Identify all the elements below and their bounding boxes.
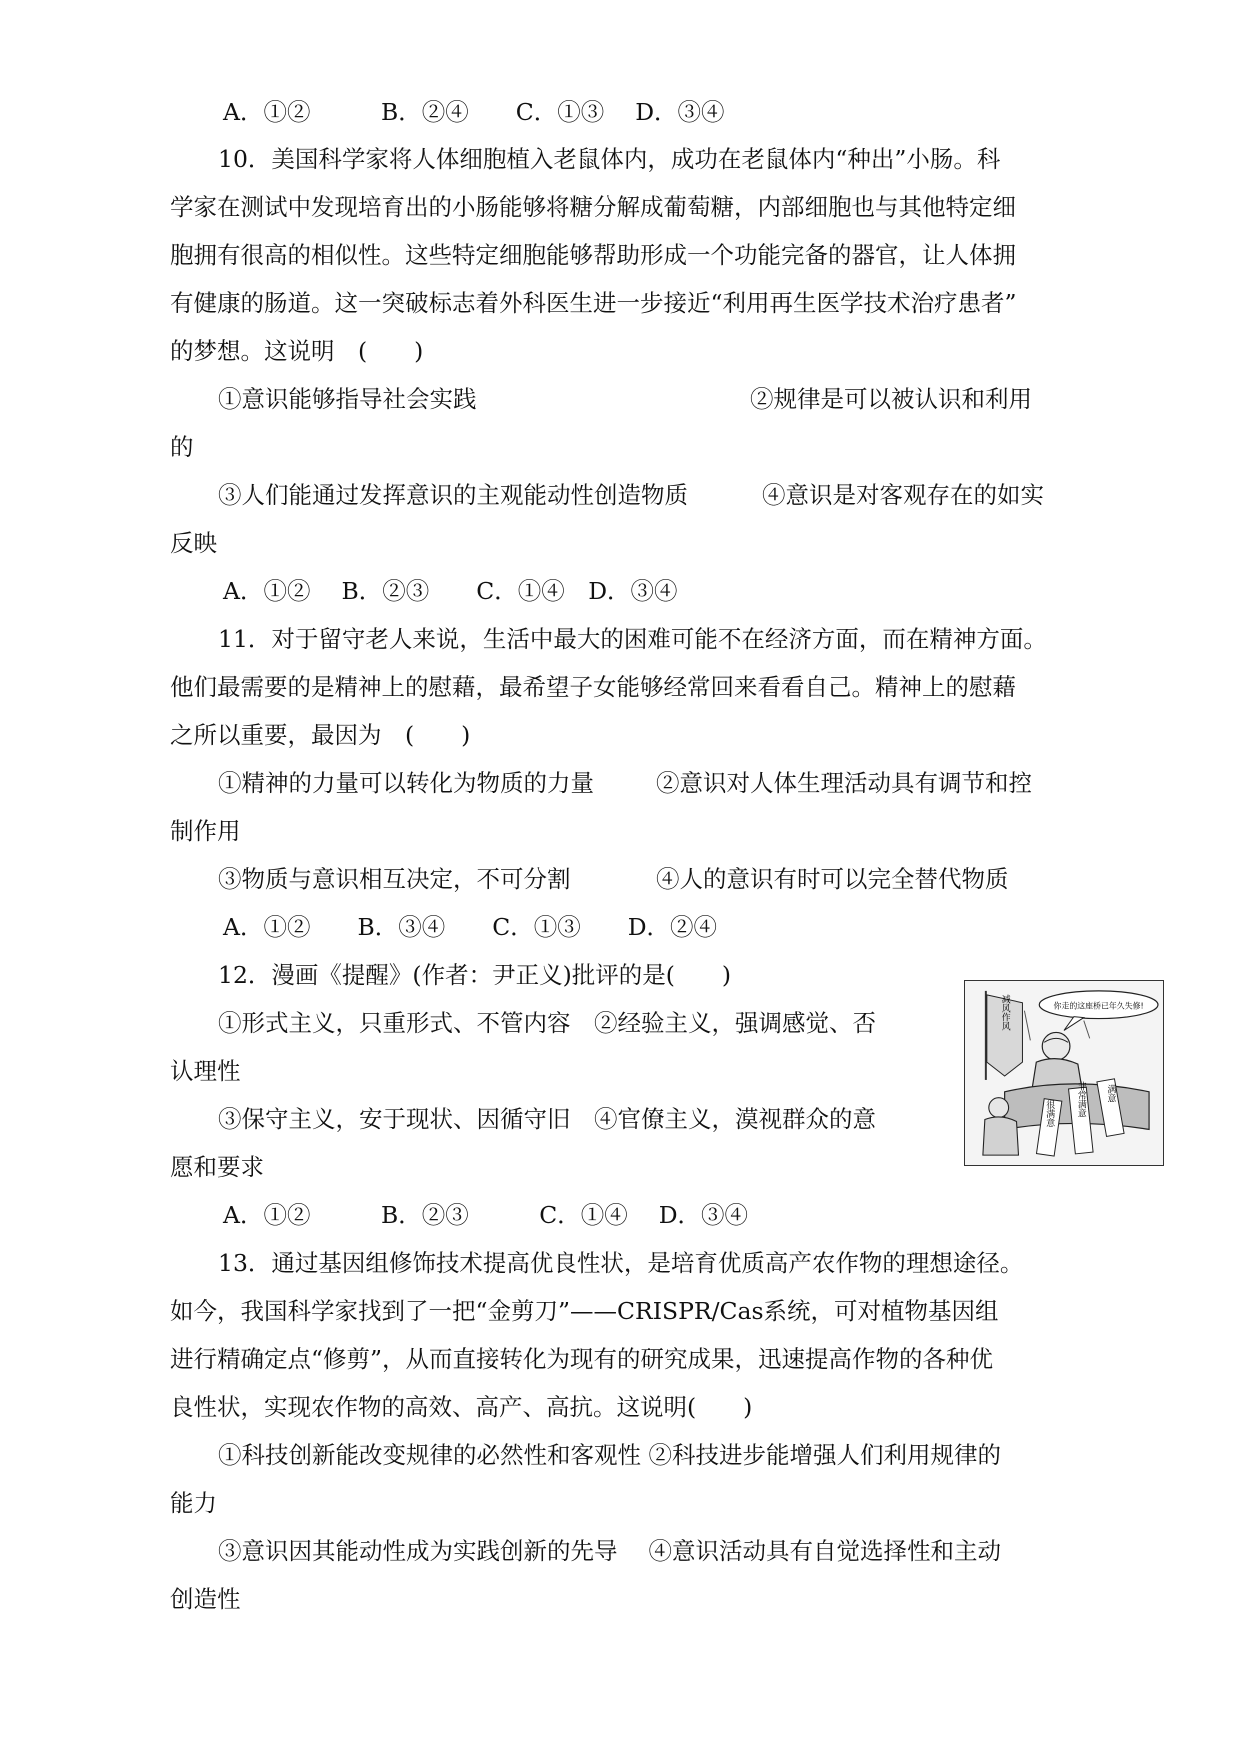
q11-stem-line: 他们最需要的是精神上的慰藉，最希望子女能够经常回来看看自己。精神上的慰藉 xyxy=(170,673,1016,701)
q11-choice-1: ①精神的力量可以转化为物质的力量 xyxy=(218,769,594,797)
plaque-text: 很满意 xyxy=(1044,1100,1055,1127)
q10-stem-line: 胞拥有很高的相似性。这些特定细胞能够帮助形成一个功能完备的器官，让人体拥 xyxy=(170,241,1016,269)
q10-choice-2: ②规律是可以被认识和利用 xyxy=(750,385,1032,413)
q13-stem-line: 进行精确定点“修剪”，从而直接转化为现有的研究成果，迅速提高作物的各种优 xyxy=(170,1345,994,1373)
plaque-text: 满意 xyxy=(1105,1084,1116,1103)
q12-choices-1-2: ①形式主义，只重形式、不管内容 ②经验主义，强调感觉、否 xyxy=(218,1009,876,1037)
q10-choice-4-cont: 反映 xyxy=(170,529,217,557)
q12-choices-4-cont: 愿和要求 xyxy=(170,1153,264,1181)
comic-reminder-image xyxy=(964,980,1164,1166)
q11-stem-line: 之所以重要，最因为 ( ) xyxy=(170,721,471,749)
q10-stem-line: 的梦想。这说明 ( ) xyxy=(170,337,424,365)
q13-choices-3-4: ③意识因其能动性成为实践创新的先导 ④意识活动具有自觉选择性和主动 xyxy=(218,1537,1001,1565)
q10-stem-line: 有健康的肠道。这一突破标志着外科医生进一步接近“利用再生医学技术治疗患者” xyxy=(170,289,1017,317)
q13-stem-line: 13．通过基因组修饰技术提高优良性状，是培育优质高产农作物的理想途径。 xyxy=(218,1249,1024,1277)
q13-stem-line: 良性状，实现农作物的高效、高产、高抗。这说明( ) xyxy=(170,1393,753,1421)
q11-choice-2: ②意识对人体生理活动具有调节和控 xyxy=(656,769,1032,797)
q13-stem-line: 如今，我国科学家找到了一把“金剪刀”——CRISPR/Cas系统，可对植物基因组 xyxy=(170,1297,999,1325)
q10-choice-3: ③人们能通过发挥意识的主观能动性创造物质 xyxy=(218,481,688,509)
q10-stem-line: 学家在测试中发现培育出的小肠能够将糖分解成葡萄糖，内部细胞也与其他特定细 xyxy=(170,193,1016,221)
official-head xyxy=(1042,1032,1070,1060)
q11-choice-2-cont: 制作用 xyxy=(170,817,241,845)
q10-options: A．①② B．②③ C．①④ D．③④ xyxy=(223,577,678,605)
comic-banner-text: 减风作风 xyxy=(999,994,1010,1031)
q13-choices-1-2: ①科技创新能改变规律的必然性和客观性 ②科技进步能增强人们利用规律的 xyxy=(218,1441,1001,1469)
q11-choice-3: ③物质与意识相互决定，不可分割 xyxy=(218,865,571,893)
q10-stem-line: 10．美国科学家将人体细胞植入老鼠体内，成功在老鼠体内“种出”小肠。科 xyxy=(218,145,1001,173)
q11-options: A．①② B．③④ C．①③ D．②④ xyxy=(223,913,718,941)
q10-choice-1: ①意识能够指导社会实践 xyxy=(218,385,477,413)
q13-choices-2-cont: 能力 xyxy=(170,1489,217,1517)
plaque-text: 非常满意 xyxy=(1075,1081,1086,1118)
petitioner-body xyxy=(983,1117,1019,1155)
q12-stem: 12．漫画《提醒》(作者：尹正义)批评的是( ) xyxy=(218,961,732,989)
q11-stem-line: 11．对于留守老人来说，生活中最大的困难可能不在经济方面，而在精神方面。 xyxy=(218,625,1047,653)
comic-illustration xyxy=(965,981,1163,1165)
q11-choice-4: ④人的意识有时可以完全替代物质 xyxy=(656,865,1009,893)
q12-choices-2-cont: 认理性 xyxy=(170,1057,241,1085)
comic-bubble-text: 你走的这座桥已年久失修! xyxy=(1053,1001,1144,1011)
petitioner-head xyxy=(989,1098,1009,1118)
q9-options: A．①② B．②④ C．①③ D．③④ xyxy=(223,98,725,126)
q12-choices-3-4: ③保守主义，安于现状、因循守旧 ④官僚主义，漠视群众的意 xyxy=(218,1105,876,1133)
q10-choice-4: ④意识是对客观存在的如实 xyxy=(762,481,1044,509)
q12-options: A．①② B．②③ C．①④ D．③④ xyxy=(223,1201,749,1229)
q10-choice-2-cont: 的 xyxy=(170,433,194,461)
q13-choices-4-cont: 创造性 xyxy=(170,1585,241,1613)
